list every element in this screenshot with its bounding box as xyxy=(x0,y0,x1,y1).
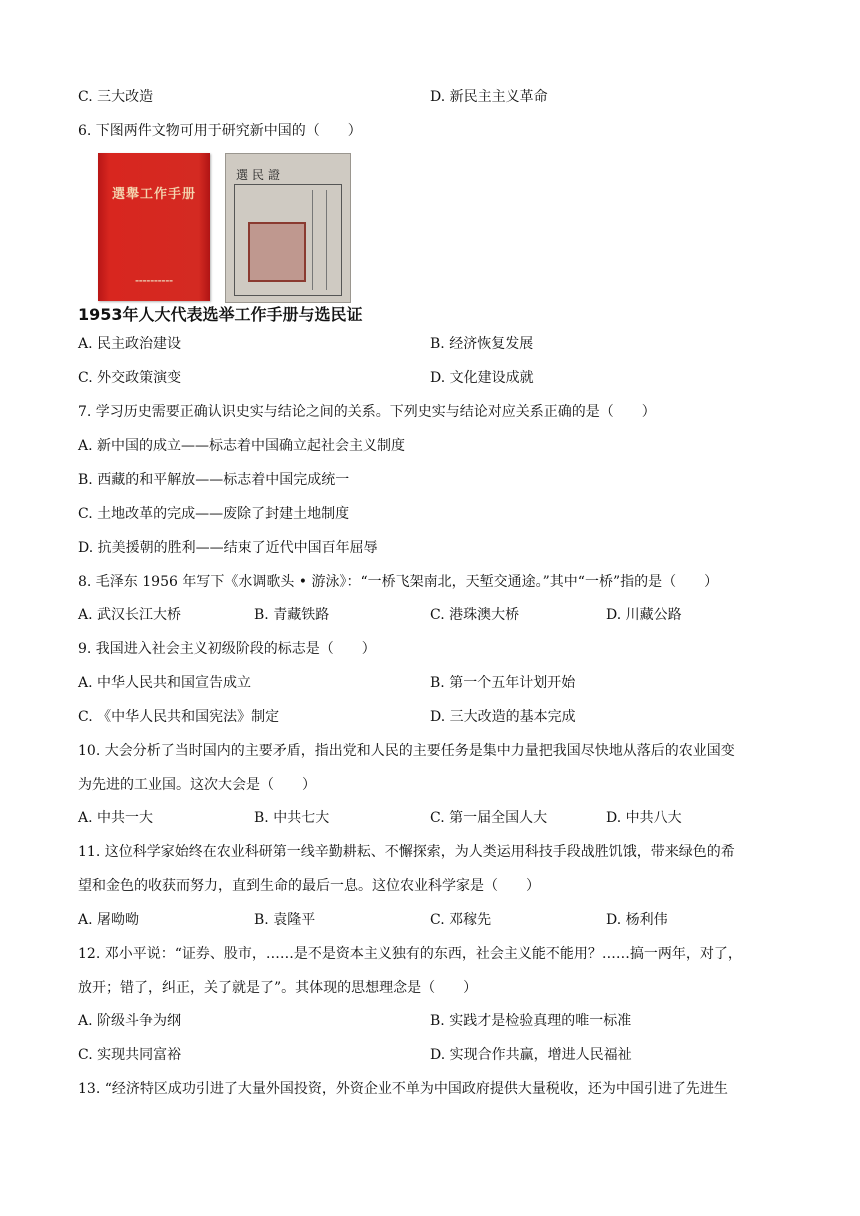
election-handbook-image xyxy=(98,153,210,301)
q5-option-d: D. 新民主主义革命 xyxy=(430,89,548,105)
q11-stem-line1: 11. 这位科学家始终在农业科研第一线辛勤耕耘、不懈探索，为人类运用科技手段战胜饥饿，带来绿色的希 xyxy=(78,844,735,860)
q12-stem-line2: 放开；错了，纠正，关了就是了”。其体现的思想理念是（ ） xyxy=(78,980,478,996)
q8-option-c: C. 港珠澳大桥 xyxy=(430,607,520,623)
q6-option-b: B. 经济恢复发展 xyxy=(430,336,534,352)
q6-option-d: D. 文化建设成就 xyxy=(430,370,534,386)
q7-stem: 7. 学习历史需要正确认识史实与结论之间的关系。下列史实与结论对应关系正确的是（ ） xyxy=(78,404,656,420)
q10-option-a: A. 中共一大 xyxy=(78,810,154,826)
q12-option-a: A. 阶级斗争为纲 xyxy=(78,1013,182,1029)
q7-option-d: D. 抗美援朝的胜利——结束了近代中国百年屈辱 xyxy=(78,540,378,556)
q7-option-a: A. 新中国的成立——标志着中国确立起社会主义制度 xyxy=(78,438,406,454)
q9-option-a: A. 中华人民共和国宣告成立 xyxy=(78,675,252,691)
q6-stem: 6. 下图两件文物可用于研究新中国的（ ） xyxy=(78,123,362,139)
q7-option-c: C. 土地改革的完成——废除了封建土地制度 xyxy=(78,506,350,522)
voter-card-divider xyxy=(326,190,327,290)
q13-stem-line1: 13. “经济特区成功引进了大量外国投资，外资企业不单为中国政府提供大量税收，还为中国引进了先进生 xyxy=(78,1081,728,1097)
q11-option-d: D. 杨利伟 xyxy=(606,912,668,928)
q9-option-b: B. 第一个五年计划开始 xyxy=(430,675,576,691)
voter-card-title: 選民證 xyxy=(236,168,285,182)
q7-option-b: B. 西藏的和平解放——标志着中国完成统一 xyxy=(78,472,350,488)
q6-option-c: C. 外交政策演变 xyxy=(78,370,182,386)
q12-option-c: C. 实现共同富裕 xyxy=(78,1047,182,1063)
q9-option-d: D. 三大改造的基本完成 xyxy=(430,709,576,725)
q11-option-c: C. 邓稼先 xyxy=(430,912,492,928)
voter-card-stamp xyxy=(248,222,306,282)
q6-option-a: A. 民主政治建设 xyxy=(78,336,182,352)
q9-stem: 9. 我国进入社会主义初级阶段的标志是（ ） xyxy=(78,641,376,657)
q10-option-b: B. 中共七大 xyxy=(254,810,330,826)
q10-option-c: C. 第一届全国人大 xyxy=(430,810,548,826)
q11-option-a: A. 屠呦呦 xyxy=(78,912,140,928)
q8-option-d: D. 川藏公路 xyxy=(606,607,682,623)
handbook-title: 選舉工作手册 xyxy=(111,187,196,202)
voter-card-divider xyxy=(312,190,313,290)
q9-option-c: C. 《中华人民共和国宪法》制定 xyxy=(78,709,280,725)
handbook-publisher-mark: ▬▬▬▬▬▬▬▬▬▬ xyxy=(135,278,173,283)
q8-option-b: B. 青藏铁路 xyxy=(254,607,330,623)
q12-stem-line1: 12. 邓小平说：“证券、股市，……是不是资本主义独有的东西，社会主义能不能用？……搞一两年，对了， xyxy=(78,946,742,962)
q8-option-a: A. 武汉长江大桥 xyxy=(78,607,182,623)
figure-caption: 1953年人大代表选举工作手册与选民证 xyxy=(78,305,363,324)
q10-stem-line1: 10. 大会分析了当时国内的主要矛盾，指出党和人民的主要任务是集中力量把我国尽快地从落后的农业国变 xyxy=(78,743,735,759)
q12-option-b: B. 实践才是检验真理的唯一标准 xyxy=(430,1013,632,1029)
q8-stem: 8. 毛泽东 1956 年写下《水调歌头 • 游泳》：“一桥飞架南北，天堑交通途。”其中“一桥”指的是（ ） xyxy=(78,574,719,590)
q10-stem-line2: 为先进的工业国。这次大会是（ ） xyxy=(78,777,316,793)
voter-card-image xyxy=(225,153,351,303)
q11-option-b: B. 袁隆平 xyxy=(254,912,316,928)
q10-option-d: D. 中共八大 xyxy=(606,810,682,826)
q5-option-c: C. 三大改造 xyxy=(78,89,154,105)
q11-stem-line2: 望和金色的收获而努力，直到生命的最后一息。这位农业科学家是（ ） xyxy=(78,878,540,894)
q12-option-d: D. 实现合作共赢，增进人民福祉 xyxy=(430,1047,632,1063)
